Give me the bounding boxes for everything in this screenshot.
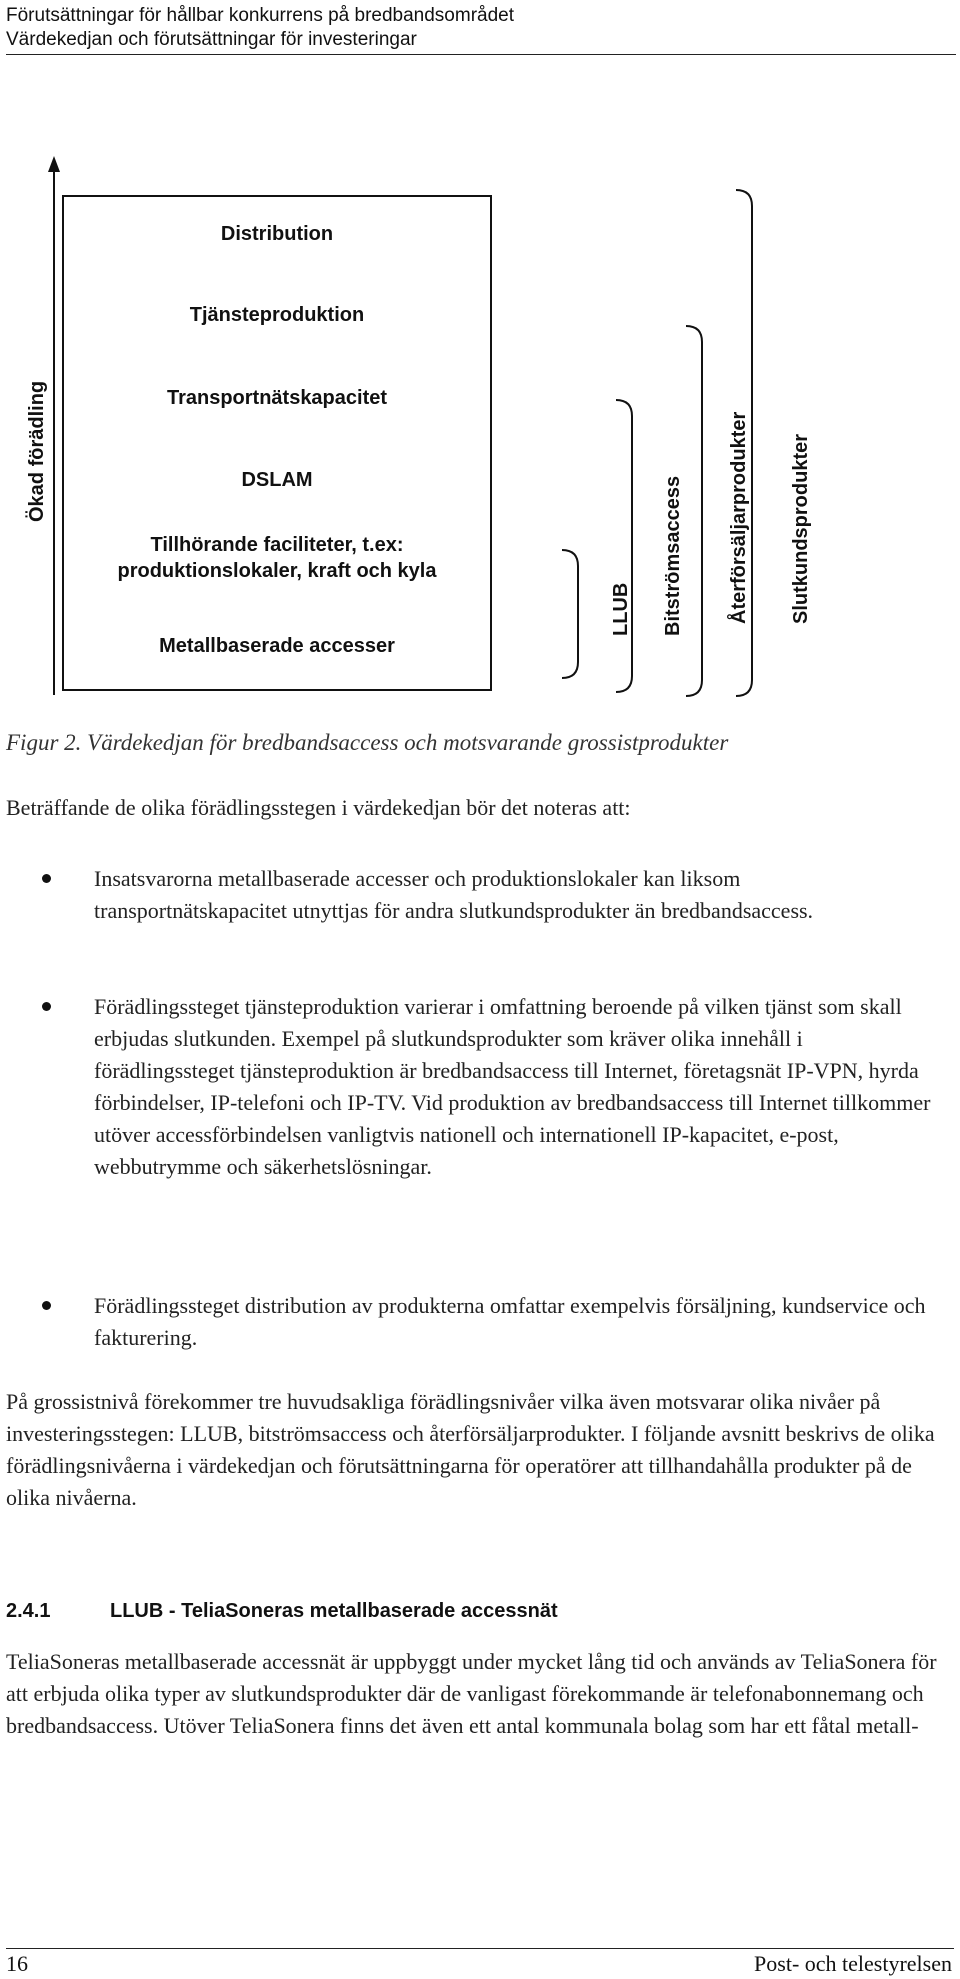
page-header (6, 4, 954, 52)
layer-metallbaserade-accesser: Metallbaserade accesser (159, 635, 395, 657)
axis-arrow-head (48, 156, 60, 172)
bullet-dot (42, 1002, 51, 1011)
section-title: LLUB - TeliaSoneras metallbaserade accessnät (110, 1600, 558, 1622)
header-subtitle: Värdekedjan och förutsättningar för investeringar (6, 29, 417, 50)
bullet-dot (42, 1301, 51, 1310)
brace-llub (562, 550, 578, 678)
product-aterforsaljarprodukter: Återförsäljarprodukter (728, 411, 750, 624)
header-rule (6, 54, 956, 55)
intro-paragraph: Beträffande de olika förädlingsstegen i värdekedjan bör det noteras att: (6, 795, 631, 820)
layer-distribution: Distribution (220, 223, 334, 245)
body-paragraph: På grossistnivå förekommer tre huvudsakliga förädlingsnivåer vilka även motsvarar olika nivåer på investeringsstegen: LLUB, bitströmsaccess och återförsäljarprodukter. I följande avsnitt beskrivs de olika förädlingsnivåerna i värdekedjan och förutsättningarna för operatörer att tillhandahålla produkter på de olika nivåerna. (6, 1389, 935, 1510)
footer-publisher: Post- och telestyrelsen (754, 1951, 952, 1976)
header-title: Förutsättningar för hållbar konkurrens på bredbandsområdet (6, 5, 515, 26)
footer-rule (6, 1948, 954, 1949)
value-chain-stack (62, 195, 492, 691)
section-heading (6, 1598, 558, 1624)
list-item-text: Förädlingssteget tjänsteproduktion varierar i omfattning beroende på vilken tjänst som skall erbjudas slutkunden. Exempel på slutkundsprodukter som kräver olika innehåll i förädlingssteget tjänsteproduktion är bredbandsaccess till Internet, företagsnät IP-VPN, hyrda förbindelser, IP-telefoni och IP-TV. Vid produktion av bredbandsaccess till Internet tillkommer utöver accessförbindelsen vanligtvis nationell och internationell IP-kapacitet, e-post, webbutrymme och säkerhetslösningar. (94, 994, 931, 1179)
axis-label-okad-foradling: Ökad förädling (26, 380, 48, 522)
layer-tjansteproduktion: Tjänsteproduktion (189, 304, 365, 326)
layer-transportnatskapacitet: Transportnätskapacitet (166, 387, 388, 409)
product-llub: LLUB (610, 582, 632, 636)
brace-resale (686, 326, 702, 696)
layer-faciliteter-line2: produktionslokaler, kraft och kyla (117, 560, 437, 582)
list-item-text: Förädlingssteget distribution av produkterna omfattar exempelvis försäljning, kundservice och fakturering. (94, 1293, 926, 1350)
layer-faciliteter-line1: Tillhörande faciliteter, t.ex: (150, 534, 404, 556)
section-paragraph: TeliaSoneras metallbaserade accessnät är uppbyggt under mycket lång tid och används av TeliaSonera för att erbjuda olika typer av slutkundsprodukter där de vanligast förekommande är telefonabonnemang och bredbandsaccess. Utöver TeliaSonera finns det även ett antal kommunala bolag som har ett fåtal metall- (6, 1649, 937, 1738)
figure-caption: Figur 2. Värdekedjan för bredbandsaccess och motsvarande grossistprodukter (6, 730, 729, 755)
layer-dslam: DSLAM (241, 469, 313, 491)
section-number: 2.4.1 (6, 1600, 51, 1622)
brace-bitstream (616, 400, 632, 692)
bullet-dot (42, 874, 51, 883)
list-item-text: Insatsvarorna metallbaserade accesser och produktionslokaler kan liksom transportnätskapacitet utnyttjas för andra slutkundsprodukter än bredbandsaccess. (94, 866, 814, 923)
product-bitstromsaccess: Bitströmsaccess (662, 475, 684, 636)
value-chain-diagram (0, 150, 960, 710)
product-slutkundsprodukter: Slutkundsprodukter (790, 433, 812, 624)
page-number: 16 (6, 1951, 28, 1976)
